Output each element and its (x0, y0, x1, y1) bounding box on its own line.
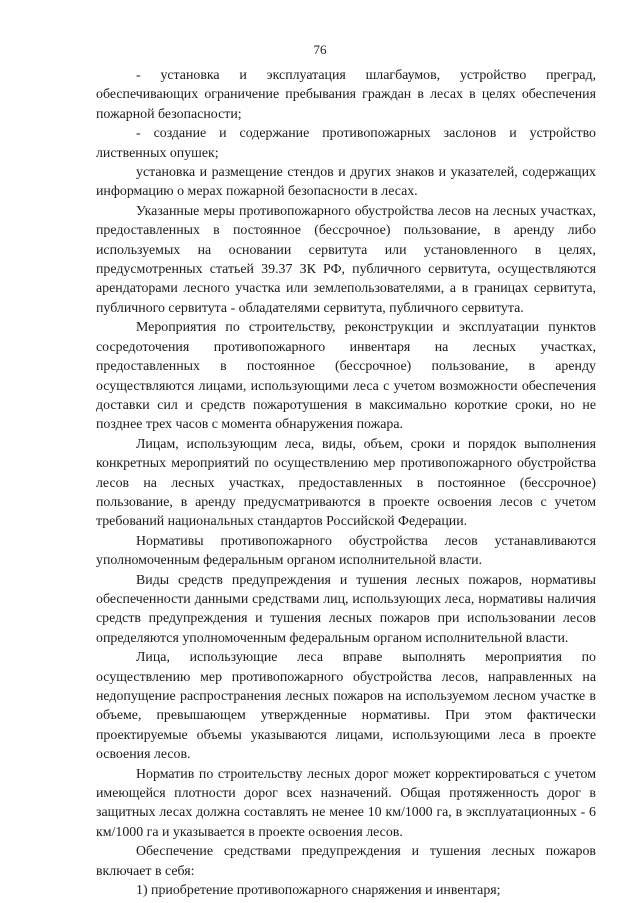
page-number: 76 (313, 42, 327, 57)
paragraph-measures-planning: Лицам, использующим леса, виды, объем, сроки и порядок выполнения конкретных мероприятий по осуществлению мер противопожарного обустройства лесов на лесных участках, предоставленных в постоянное (бессрочное) пользование, в аренду предусматриваются в проекте освоения лесов с учетом требований национальных стандартов Российской Федерации. (96, 436, 596, 530)
paragraph-means-types: Виды средств предупреждения и тушения лесных пожаров, нормативы обеспеченности данными средствами лиц, использующих леса, нормативы наличия средств предупреждения и тушения лесных пожаров при использовании лесов определяются уполномоченным федеральным органом исполнительной власти. (96, 572, 596, 646)
paragraph-extra-volume: Лица, использующие леса вправе выполнять мероприятия по осуществлению мер противопожарного обустройства лесов, направленных на недопущение распространения лесных пожаров на используемом лесном участке в объеме, превышающем утвержденные нормативы. При этом фактически проектируемые объемы указываются лицами, использующими леса в проекте освоения лесов. (96, 650, 596, 763)
paragraph-norms: Нормативы противопожарного обустройства лесов устанавливаются уполномоченным федеральным органом исполнительной власти. (96, 533, 596, 569)
paragraph-barriers: - установка и эксплуатация шлагбаумов, устройство преград, обеспечивающих ограничение пребывания граждан в лесах в целях обеспечения пожарной безопасности; (96, 68, 596, 122)
paragraph-firebreaks: - создание и содержание противопожарных заслонов и устройство лиственных опушек; (96, 126, 596, 161)
paragraph-provision-intro: Обеспечение средствами предупреждения и тушения лесных пожаров включает в себя: (96, 844, 596, 879)
paragraph-stands: установка и размещение стендов и других знаков и указателей, содержащих информацию о мерах пожарной безопасности в лесах. (96, 165, 596, 200)
document-body (96, 66, 596, 900)
paragraph-road-norm: Норматив по строительству лесных дорог может корректироваться с учетом имеющейся плотности дорог всех назначений. Общая протяженность дорог в защитных лесах должна составлять не менее 10 км/1000 га, в эксплуатационных - 6 км/1000 га и указывается в проекте освоения лесов. (96, 766, 596, 840)
paragraph-inventory-points: Мероприятия по строительству, реконструкции и эксплуатации пунктов сосредоточения противопожарного инвентаря на лесных участках, предоставленных в постоянное (бессрочное) пользование, в аренду осуществляются лицами, использующими леса с учетом возможности обеспечения доставки сил и средств пожаротушения в максимально короткие сроки, но не позднее трех часов с момента обнаружения пожара. (96, 320, 596, 433)
paragraph-list-item-1: 1) приобретение противопожарного снаряжения и инвентаря; (136, 883, 501, 899)
paragraph-responsible-parties: Указанные меры противопожарного обустройства лесов на лесных участках, предоставленных в постоянное (бессрочное) пользование, в аренду либо используемых на основании сервитута или установленного в целях, предусмотренных статьей 39.37 ЗК РФ, публичного сервитута, осуществляются арендаторами лесного участка или землепользователями, а в границах сервитута, публичного сервитута - обладателями сервитута, публичного сервитута. (96, 203, 596, 316)
